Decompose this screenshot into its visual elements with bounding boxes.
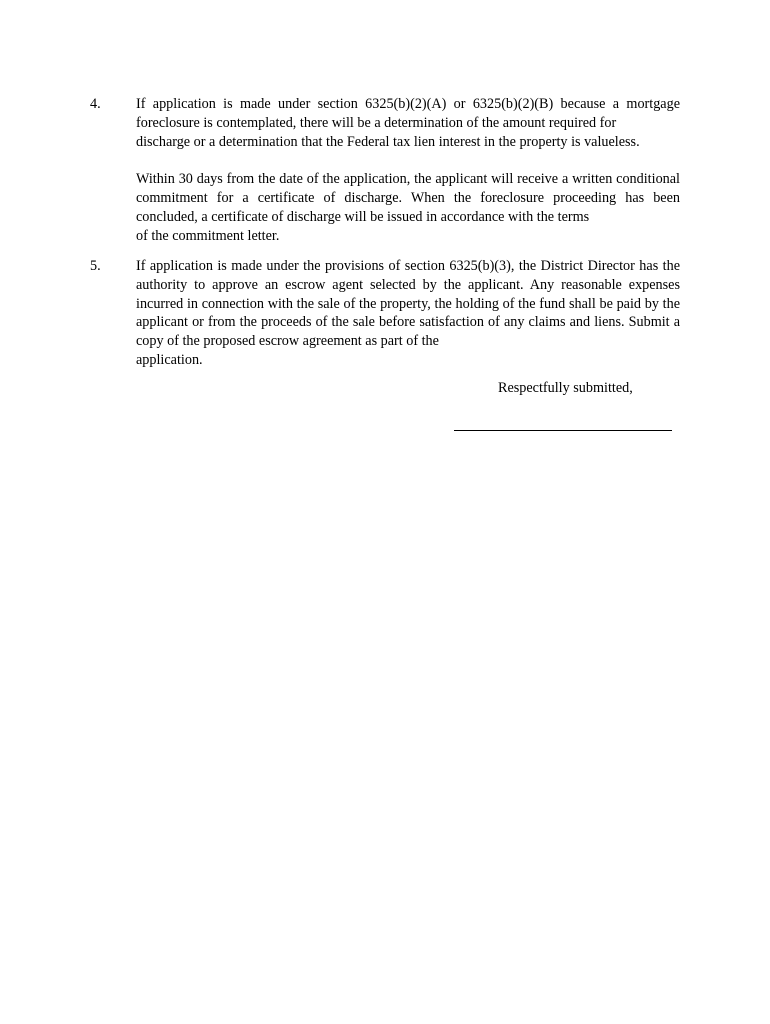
closing-text: Respectfully submitted, bbox=[498, 380, 633, 396]
item-number: 4. bbox=[90, 96, 101, 112]
item-paragraph: If application is made under the provisions of section 6325(b)(3), the District Director has the authority to approve an escrow agent selected by the applicant. Any reasonable expenses incurred in connection with the sale of the property, the holding of the fund shall be paid by the applicant or from the proceeds of the sale before satisfaction of any claims and liens. Submit a copy of the proposed escrow agreement as part of the application. bbox=[136, 258, 680, 368]
item-body bbox=[136, 257, 680, 370]
numbered-item-4 bbox=[90, 95, 680, 246]
item-paragraph: If application is made under section 6325(b)(2)(A) or 6325(b)(2)(B) because a mortgage foreclosure is contemplated, there will be a determination of the amount required for discharge or a determination that the Federal tax lien interest in the property is valueless. bbox=[136, 96, 680, 150]
item-paragraph: Within 30 days from the date of the application, the applicant will receive a written conditional commitment for a certificate of discharge. When the foreclosure proceeding has been concluded, a certificate of discharge will be issued in accordance with the terms of the commitment letter. bbox=[136, 171, 680, 244]
item-number: 5. bbox=[90, 258, 101, 274]
signature-line bbox=[454, 430, 672, 431]
item-body bbox=[136, 95, 680, 246]
numbered-item-5 bbox=[90, 257, 680, 370]
